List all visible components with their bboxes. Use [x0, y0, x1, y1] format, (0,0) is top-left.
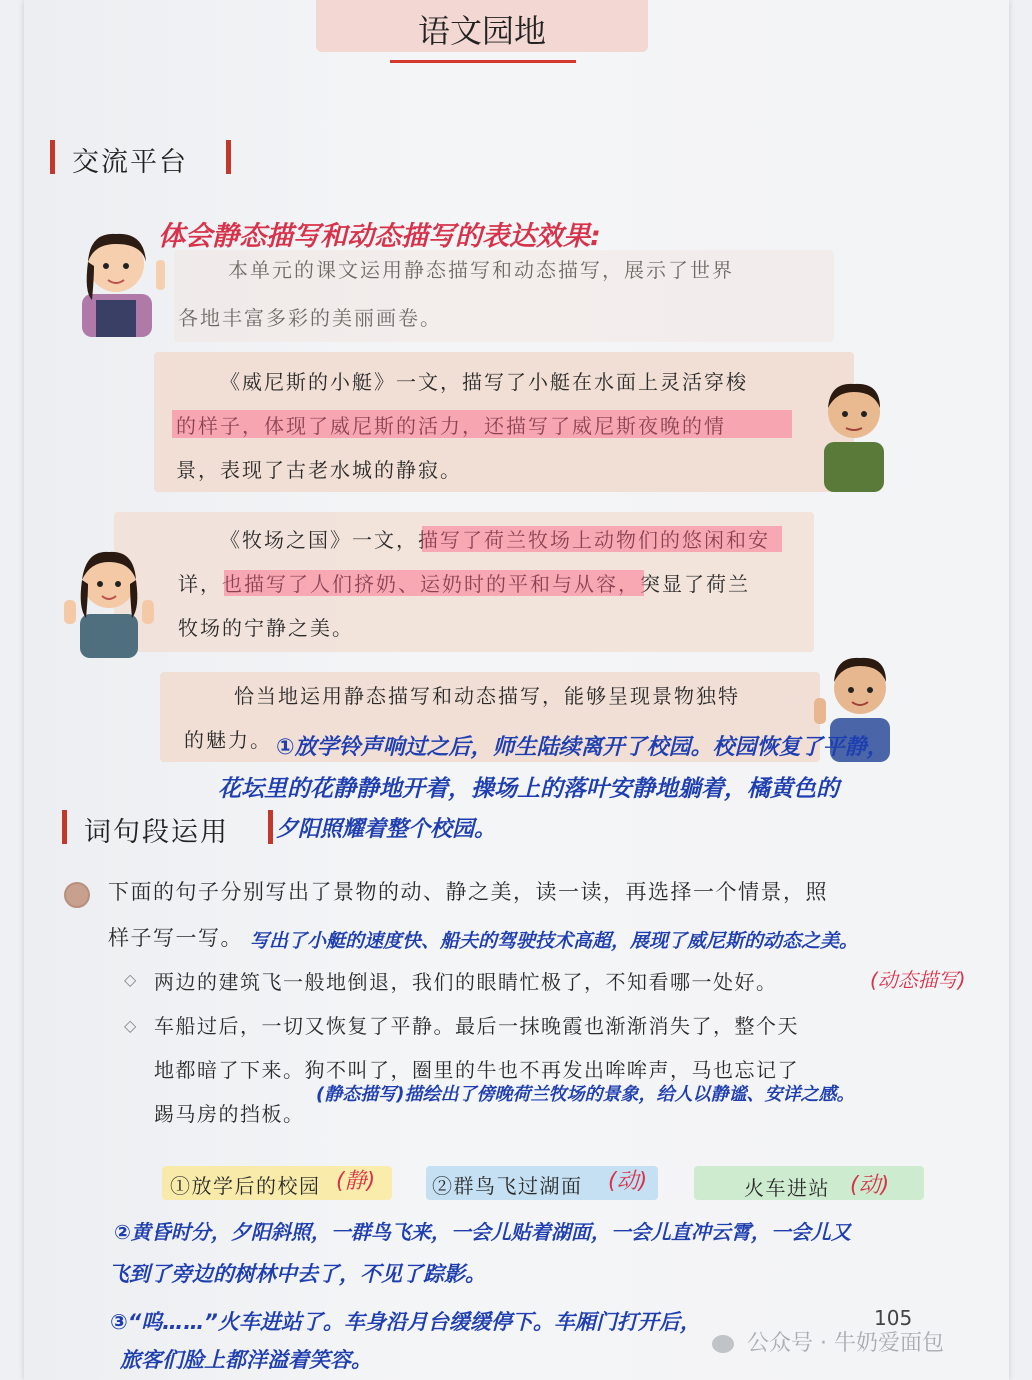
- girl-avatar-2: [64, 540, 154, 658]
- diamond-bullet-icon: ◇: [124, 1016, 137, 1035]
- box2-line-2: 详，也描写了人们挤奶、运奶时的平和与从容，突显了荷兰: [178, 572, 750, 596]
- question-note: 写出了小艇的速度快、船夫的驾驶技术高超，展现了威尼斯的动态之美。: [250, 930, 859, 952]
- box1-line-1: 《威尼斯的小艇》一文，描写了小艇在水面上灵活穿梭: [220, 370, 748, 394]
- intro-text-1: 本单元的课文运用静态描写和动态描写，展示了世界: [228, 258, 734, 282]
- option2-note: (动): [608, 1169, 648, 1194]
- page-title: 语文园地: [417, 12, 546, 50]
- section-title-usage: 词句段运用: [84, 817, 229, 848]
- diamond-bullet-icon: ◇: [124, 970, 137, 989]
- note1-line-1: ①放学铃声响过之后，师生陆续离开了校园。校园恢复了平静，: [276, 735, 889, 760]
- note2-line-4: 旅客们脸上都洋溢着笑容。: [120, 1348, 372, 1372]
- section2-marker-left: [62, 810, 67, 844]
- question-line-1: 下面的句子分别写出了景物的动、静之美，读一读，再选择一个情景，照: [108, 880, 828, 904]
- watermark-text: 公众号 · 牛奶爱面包: [747, 1331, 944, 1356]
- question-line-2: 样子写一写。: [108, 926, 243, 950]
- title-underline: [390, 60, 576, 63]
- girl-avatar: [64, 222, 174, 337]
- question-number-icon: [64, 882, 90, 908]
- item2-note: (静态描写)描绘出了傍晚荷兰牧场的景象，给人以静谧、安详之感。: [316, 1084, 855, 1105]
- section-title-exchange: 交流平台: [72, 147, 188, 178]
- section-marker-right: [226, 140, 231, 174]
- watermark: [712, 1326, 944, 1357]
- section2-marker-right: [268, 810, 273, 844]
- item2-line-1: 车船过后，一切又恢复了平静。最后一抹晚霞也渐渐消失了，整个天: [154, 1014, 799, 1038]
- boy-avatar-1: [814, 372, 894, 492]
- item1-text: 两边的建筑飞一般地倒退，我们的眼睛忙极了，不知看哪一处好。: [154, 970, 778, 994]
- item1-note: (动态描写): [870, 968, 966, 992]
- page-number: 105: [874, 1306, 913, 1330]
- handwritten-heading: 体会静态描写和动态描写的表达效果:: [158, 221, 601, 252]
- option1-note: (静): [336, 1169, 376, 1194]
- option3-note: (动): [850, 1173, 890, 1198]
- note2-line-1: ②黄昏时分，夕阳斜照，一群鸟飞来，一会儿贴着湖面，一会儿直冲云霄，一会儿又: [114, 1220, 851, 1244]
- item2-line-2: 地都暗了下来。狗不叫了，圈里的牛也不再发出哞哞声，马也忘记了: [154, 1058, 799, 1082]
- box1-line-3: 景，表现了古老水城的静寂。: [176, 458, 462, 482]
- box3-line-2: 的魅力。: [184, 728, 272, 752]
- box2-line-1: 《牧场之国》一文，描写了荷兰牧场上动物们的悠闲和安: [220, 528, 770, 552]
- note2-line-3: ③“呜……”火车进站了。车身沿月台缓缓停下。车厢门打开后，: [110, 1310, 701, 1334]
- textbook-page: [24, 0, 1009, 1380]
- highlight-box2-a: [422, 526, 782, 552]
- highlight-box1: [172, 410, 792, 438]
- item2-line-3: 踢马房的挡板。: [154, 1102, 305, 1126]
- intro-shade: [174, 250, 834, 342]
- section-marker-left: [50, 140, 55, 174]
- option-3: 火车进站: [744, 1176, 830, 1200]
- highlight-box2-b: [224, 570, 644, 596]
- option-1: ①放学后的校园: [170, 1174, 321, 1198]
- title-banner: [316, 0, 648, 52]
- intro-line-2: 各地丰富多彩的美丽画卷。: [178, 306, 442, 330]
- box2-line-3: 牧场的宁静之美。: [178, 616, 354, 640]
- option-2: ②群鸟飞过湖面: [432, 1174, 583, 1198]
- note1-line-2: 花坛里的花静静地开着，操场上的落叶安静地躺着，橘黄色的: [218, 776, 839, 802]
- wechat-icon: [712, 1335, 734, 1353]
- note1-line-3: 夕阳照耀着整个校园。: [276, 817, 497, 842]
- box1-line-2: 的样子，体现了威尼斯的活力，还描写了威尼斯夜晚的情: [176, 414, 726, 438]
- note2-line-2: 飞到了旁边的树林中去了，不见了踪影。: [108, 1262, 486, 1286]
- box3-line-1: 恰当地运用静态描写和动态描写，能够呈现景物独特: [234, 684, 740, 708]
